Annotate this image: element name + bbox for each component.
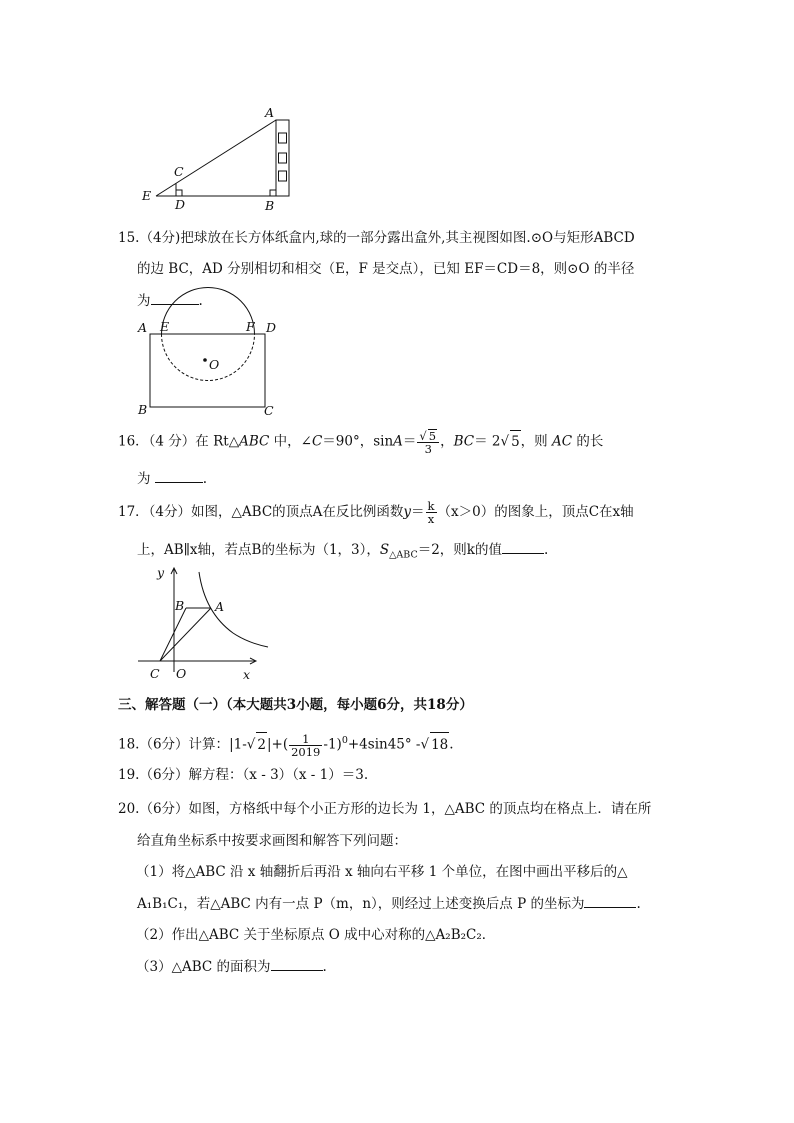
q18-sqrt-18: 18 bbox=[430, 732, 449, 757]
q20-part1-line1: （1）将△ABC 沿 x 轴翻折后再沿 x 轴向右平移 1 个单位，在图中画出平移后的△ bbox=[136, 864, 628, 880]
fig17-label-x: x bbox=[243, 667, 251, 682]
fig17-label-A: A bbox=[215, 599, 225, 614]
q16-A: A bbox=[393, 433, 403, 450]
q18-frac-num: 1 bbox=[289, 733, 322, 746]
q17-frac-num: k bbox=[427, 499, 435, 513]
q20-part1-line2 bbox=[137, 894, 641, 913]
fig15-label-O: O bbox=[209, 357, 220, 372]
fig17-label-B: B bbox=[175, 598, 185, 613]
fig15-label-C: C bbox=[264, 403, 274, 418]
q17-text-c: 上，AB∥x轴，若点B的坐标为（1，3）， bbox=[137, 542, 380, 558]
q15-line2: 的边 BC，AD 分别相切和相交（E，F 是交点），已知 EF＝CD＝8，则⊙O 的半径 bbox=[137, 261, 635, 277]
q18-abs-close: |+( bbox=[266, 736, 289, 753]
q15-line3-prefix: 为 bbox=[137, 293, 151, 309]
fig14-label-D: D bbox=[175, 197, 186, 212]
q17-frac-den: x bbox=[427, 512, 435, 526]
fig14-label-B: B bbox=[265, 198, 275, 213]
q17-S: S bbox=[379, 542, 390, 558]
q18-frac-den: 2019 bbox=[291, 744, 321, 759]
fig17-label-O: O bbox=[176, 666, 187, 681]
q16-fraction: $\frac{√ 5}{3}$ bbox=[417, 429, 439, 455]
q17-text-d: ＝2，则k的值 bbox=[417, 542, 502, 558]
q20-part2: （2）作出△ABC 关于坐标原点 O 成中心对称的△A₂B₂C₂． bbox=[136, 927, 496, 943]
q16-AC: AC bbox=[551, 433, 573, 450]
q17-eq: ＝ bbox=[411, 504, 425, 520]
fig15-label-D: D bbox=[266, 320, 277, 335]
q18-fraction bbox=[289, 733, 322, 758]
q16-line2-suffix: . bbox=[202, 471, 208, 487]
q20-line2: 给直角坐标系中按要求画图和解答下列问题： bbox=[137, 833, 407, 849]
q16-text-f: ＝ 2 bbox=[474, 433, 501, 450]
q20-part3 bbox=[136, 957, 327, 976]
q17-text-b: （x＞0）的图象上，顶点C在x轴 bbox=[437, 504, 634, 520]
q20-part3-text: （3）△ABC 的面积为 bbox=[136, 959, 271, 975]
fig14-label-A: A bbox=[265, 105, 275, 120]
q16-text-e: ， bbox=[440, 433, 454, 450]
q18-minus-one: -1) bbox=[323, 736, 342, 753]
q19-line: 19.（6分）解方程：（x - 3）（x - 1）＝3. bbox=[118, 767, 369, 783]
q18-prefix: 18.（6分）计算： bbox=[118, 736, 230, 753]
q18-sqrt-2: 2 bbox=[256, 732, 267, 757]
fig17-label-y: y bbox=[157, 565, 165, 580]
fig14-label-E: E bbox=[142, 188, 152, 203]
q16-sqrt-5: 5 bbox=[510, 430, 521, 453]
q16-text-a: 16．（4 分）在 Rt△ bbox=[118, 433, 240, 450]
q16-line2-prefix: 为 bbox=[137, 471, 155, 487]
q15-line3-suffix: . bbox=[198, 293, 203, 309]
q16-text-h: 的长 bbox=[572, 433, 604, 450]
q20-part1-answer-blank[interactable] bbox=[584, 894, 636, 908]
q16-text-d: ＝90°，sin bbox=[322, 433, 394, 450]
q18-line: 18.（6分）计算：|1-√ 2|+( $\frac{1}{2019}$ -1)$^0$+4sin45° -√ 18. bbox=[118, 731, 454, 759]
q16-eq: ＝ bbox=[402, 433, 417, 450]
q17-y: y bbox=[403, 504, 412, 520]
q20-part1-end: . bbox=[636, 896, 641, 912]
q15-line1: 15.（4分)把球放在长方体纸盒内,球的一部分露出盒外,其主视图如图.⊙O与矩形ABCD bbox=[118, 230, 635, 246]
fig14-label-C: C bbox=[174, 164, 184, 179]
fig17-label-C: C bbox=[150, 666, 160, 681]
q16-frac-num: 5 bbox=[428, 429, 437, 443]
q20-line1: 20.（6分）如图，方格纸中每个小正方形的边长为 1，△ABC 的顶点均在格点上．请在所 bbox=[118, 801, 652, 817]
q17-text-end: . bbox=[544, 542, 549, 558]
q16-line1: 16．（4 分）在 Rt△ABC 中，∠C＝90°，sinA＝ $\frac{√ 5}{3}$ ，BC＝ 2√ 5，则 AC 的长 bbox=[118, 429, 604, 456]
fig15-label-A: A bbox=[138, 320, 148, 335]
q20-part1-text: A₁B₁C₁，若△ABC 内有一点 P（m，n），则经过上述变换后点 P 的坐标为 bbox=[137, 896, 585, 912]
q16-BC: BC bbox=[453, 433, 475, 450]
fig15-label-B: B bbox=[138, 402, 148, 417]
q16-text-b: 中，∠ bbox=[269, 433, 312, 450]
q17-sub: △ABC bbox=[389, 549, 418, 561]
q16-text-g: ，则 bbox=[520, 433, 552, 450]
q18-exponent: 0 bbox=[341, 735, 348, 746]
q18-end: . bbox=[449, 736, 454, 753]
q18-rest: +4sin45° - bbox=[347, 736, 421, 753]
q18-abs-open: |1- bbox=[229, 736, 247, 753]
q20-part3-end: . bbox=[322, 959, 327, 975]
q16-frac-den: 3 bbox=[424, 442, 432, 456]
q17-text-a: 17．（4分）如图，△ABC的顶点A在反比例函数 bbox=[118, 504, 404, 520]
section-3-title: 三、解答题（一）（本大题共3小题，每小题6分，共18分） bbox=[118, 697, 473, 713]
fig15-label-F: F bbox=[246, 319, 255, 334]
q20-part3-answer-blank[interactable] bbox=[271, 957, 323, 971]
q16-c: C bbox=[311, 433, 323, 450]
fig15-label-E: E bbox=[160, 319, 170, 334]
q16-abc: ABC bbox=[239, 433, 270, 450]
